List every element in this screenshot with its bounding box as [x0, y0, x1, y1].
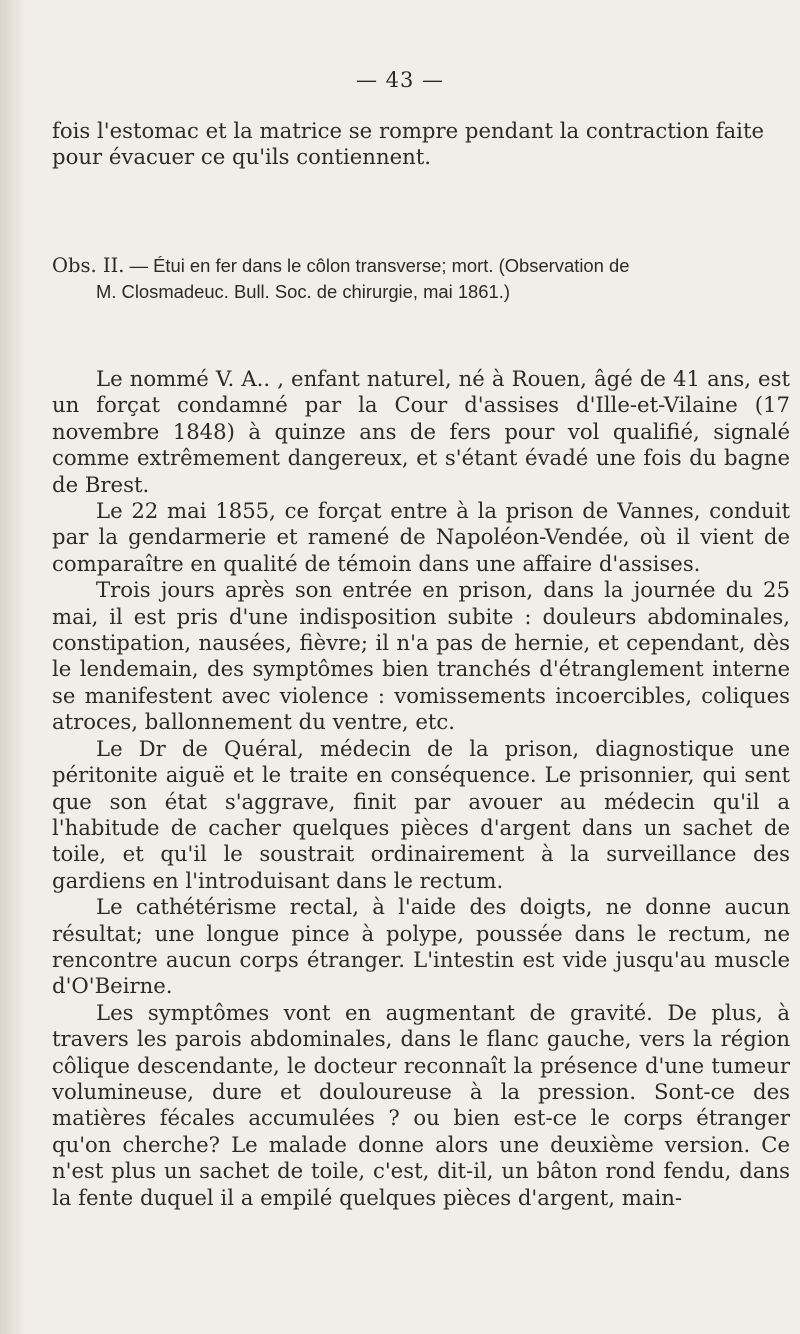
observation-header	[52, 253, 782, 305]
observation-label: Obs. II.	[52, 254, 125, 277]
paragraph: Les symptômes vont en augmentant de gravité. De plus, à travers les parois abdominales, dans le flanc gauche, vers la région côlique descendante, le docteur reconnaît la présence d'une tumeur volumineuse, dure et douloureuse à la pression. Sont-ce des matières fécales accumulées ? ou bien est-ce le corps étranger qu'on cherche? Le malade donne alors une deuxième version. Ce n'est plus un sachet de toile, c'est, dit-il, un bâton rond fendu, dans la fente duquel il a empilé quelques pièces d'argent, main-	[52, 999, 790, 1210]
observation-title: — Étui en fer dans le côlon transverse; mort. (Observation de	[124, 255, 630, 276]
page-edge-shadow	[0, 0, 26, 1334]
paragraph: Le 22 mai 1855, ce forçat entre à la prison de Vannes, conduit par la gendarmerie et ramené de Napoléon-Vendée, où il vient de comparaître en qualité de témoin dans une affaire d'assises.	[52, 498, 790, 576]
lead-line-2: pour évacuer ce qu'ils contiennent.	[52, 144, 432, 170]
paragraph: Le Dr de Quéral, médecin de la prison, diagnostique une péritonite aiguë et le traite en conséquence. Le prisonnier, qui sent que son état s'aggrave, finit par avouer au médecin qu'il a l'habitude de cacher quelques pièces d'argent dans un sachet de toile, et qu'il le soustrait ordinairement à la surveillance des gardiens en l'introduisant dans le rectum.	[52, 735, 790, 893]
page-number: — 43 —	[355, 68, 445, 92]
lead-paragraph	[52, 118, 790, 171]
paragraph: Le nommé V. A.. , enfant naturel, né à Rouen, âgé de 41 ans, est un forçat condamné par la Cour d'assises d'Ille-et-Vilaine (17 novembre 1848) à quinze ans de fers pour vol qualifié, signalé comme extrêmement dangereux, et s'étant évadé une fois du bagne de Brest.	[52, 366, 790, 497]
observation-line-2: M. Closmadeuc. Bull. Soc. de chirurgie, mai 1861.)	[96, 281, 510, 302]
paragraph: Trois jours après son entrée en prison, dans la journée du 25 mai, il est pris d'une indisposition subite : douleurs abdominales, constipation, nausées, fièvre; il n'a pas de hernie, et cependant, dès le lendemain, des symptômes bien tranchés d'étranglement interne se manifestent avec violence : vomissements incoercibles, coliques atroces, ballonnement du ventre, etc.	[52, 577, 790, 735]
body-text	[52, 366, 790, 1211]
paragraph: Le cathétérisme rectal, à l'aide des doigts, ne donne aucun résultat; une longue pince à polype, poussée dans le rectum, ne rencontre aucun corps étranger. L'intestin est vide jusqu'au muscle d'O'Beirne.	[52, 894, 790, 999]
lead-line-1: fois l'estomac et la matrice se rompre pendant la contraction faite	[52, 118, 765, 143]
observation-line-1	[52, 253, 782, 279]
